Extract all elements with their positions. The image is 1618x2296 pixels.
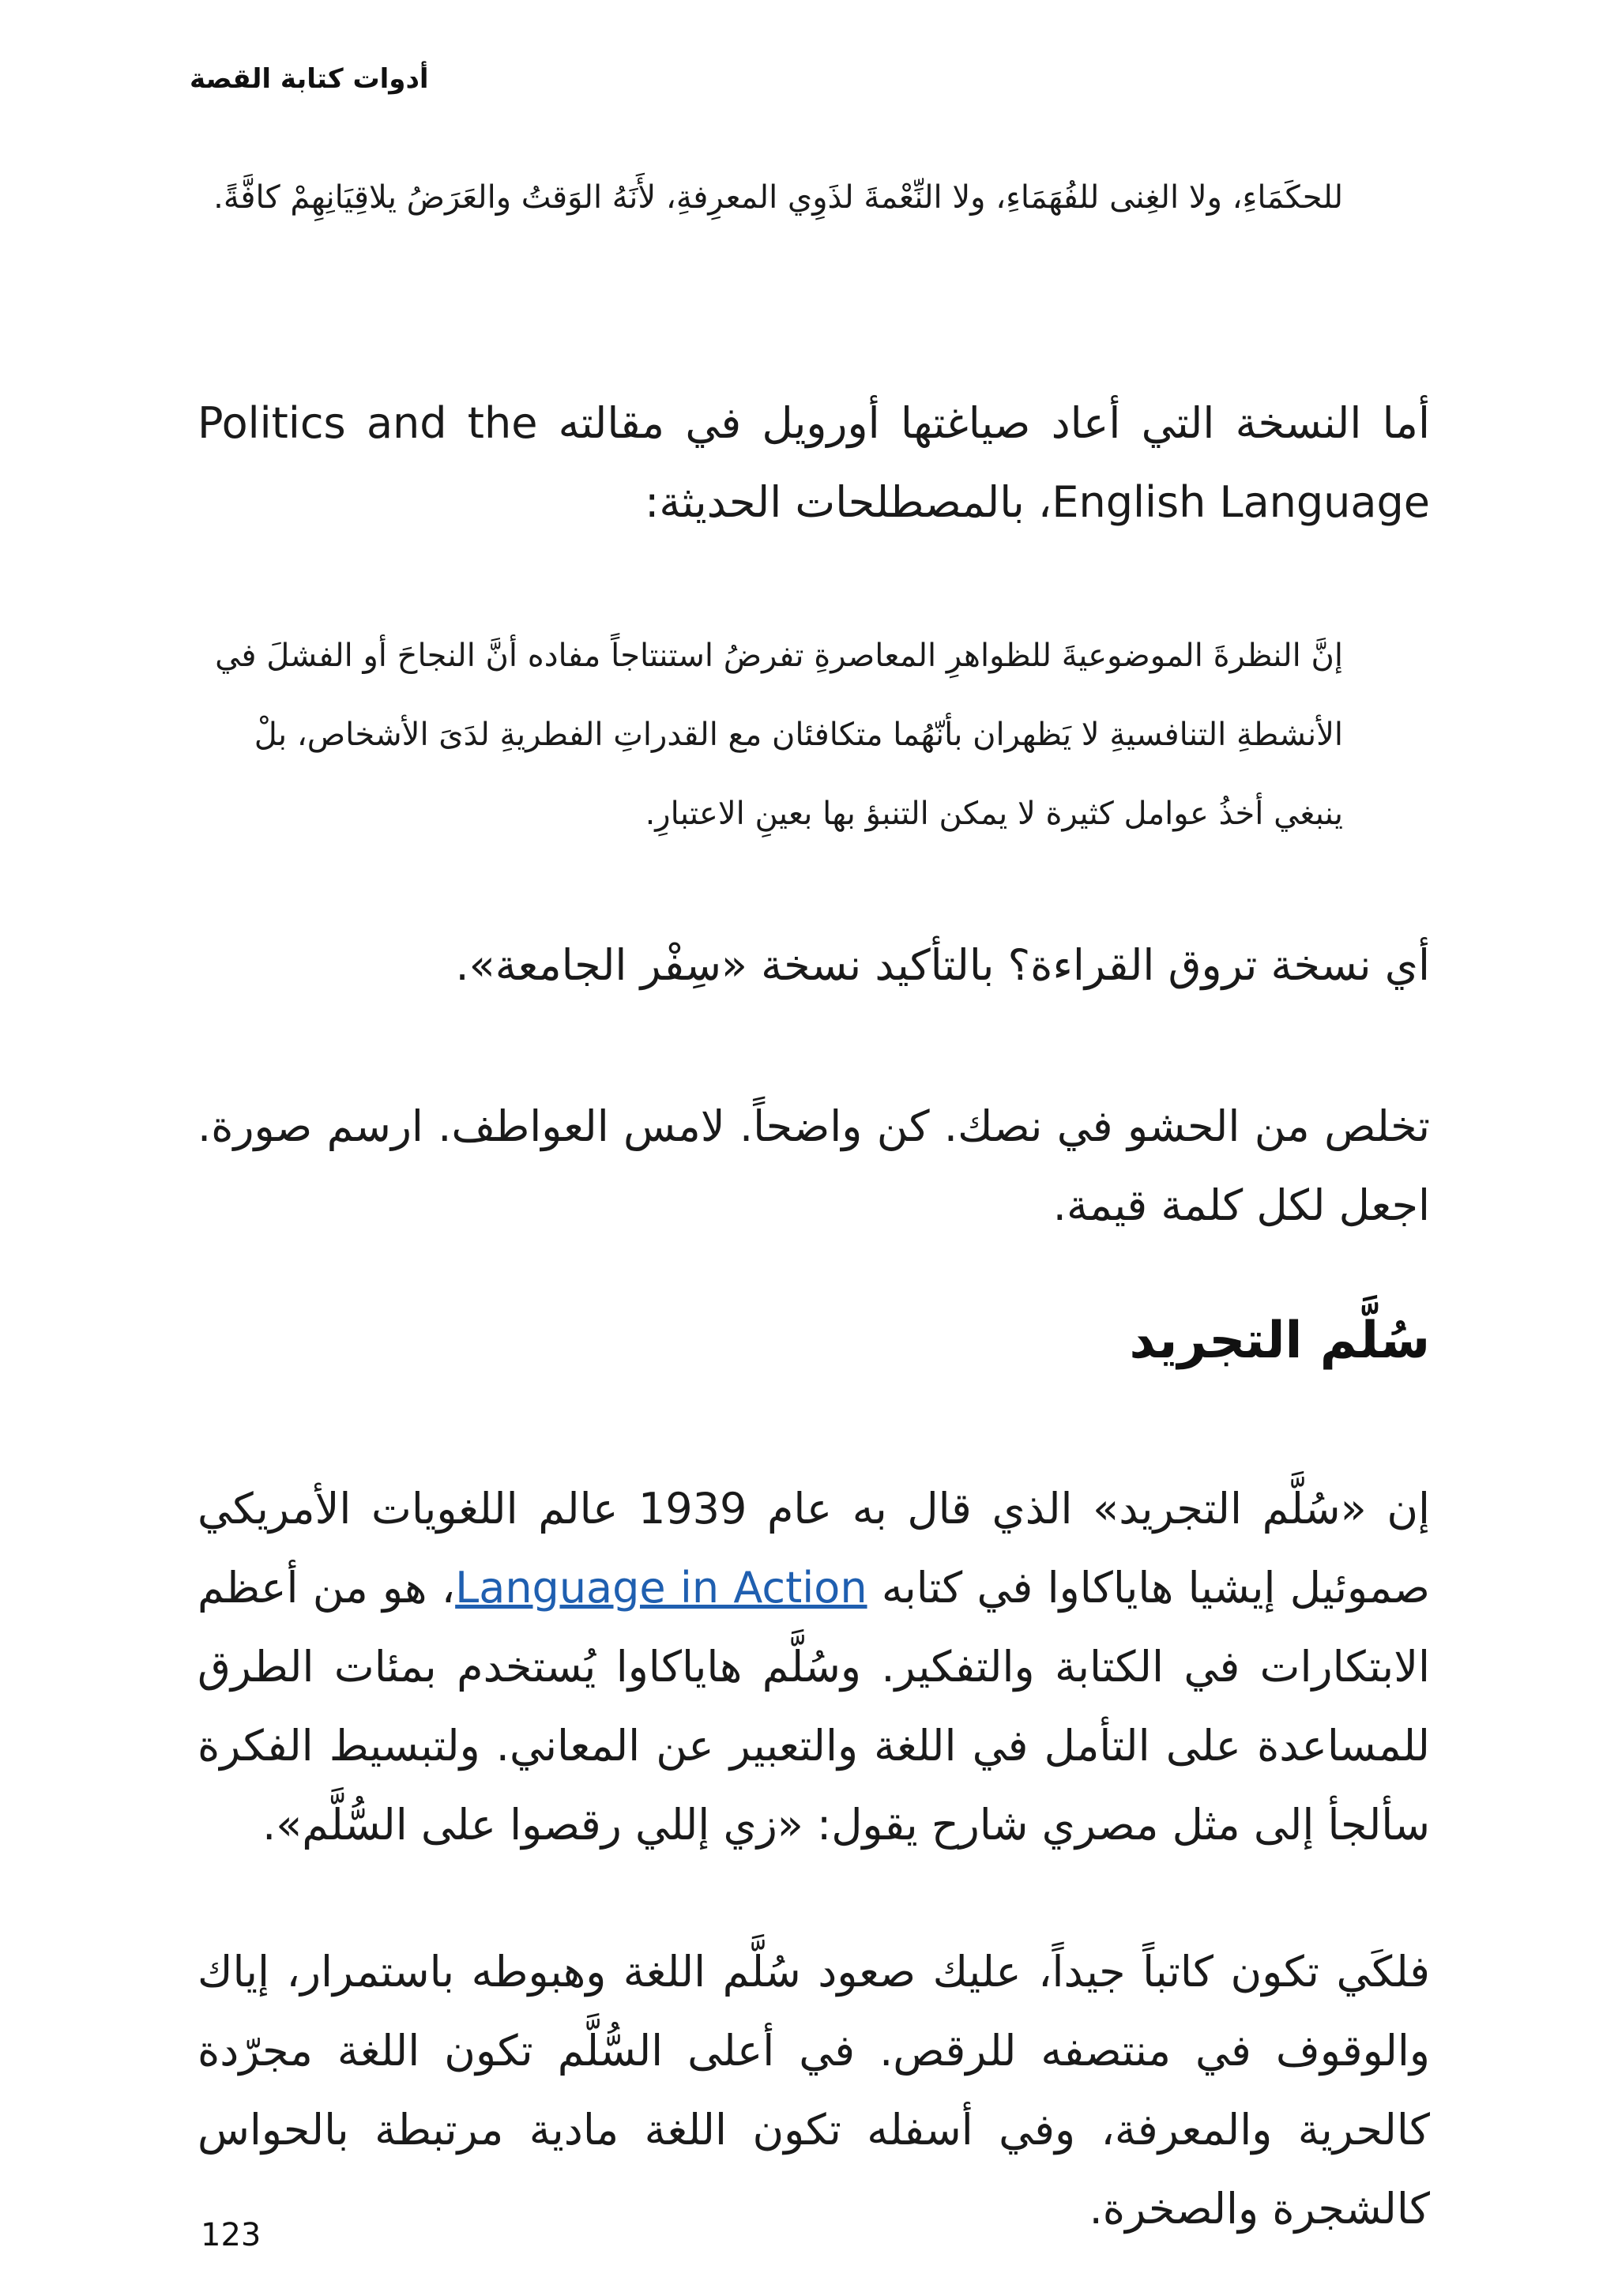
block-quote-orwell: إنَّ النظرةَ الموضوعيةَ للظواهرِ المعاصرةِ تفرضُ استنتاجاً مفاده أنَّ النجاحَ أو الفشلَ في الأنشطةِ التنافسيةِ لا يَظهران بأنّهُما متكافئان مع القدراتِ الفطريةِ لدَىَ الأشخاص، بلْ ينبغي أخذُ عوامل كثيرة لا يمكن التنبؤ بها بعينِ الاعتبارِ. — [215, 638, 1343, 832]
paragraph-orwell-version — [198, 384, 1430, 542]
running-header: أدوات كتابة القصة — [190, 63, 429, 95]
paragraph-text: إن «سُلَّم التجريد» الذي قال به عام 1939 عالم اللغويات الأمريكي صموئيل إيشيا هاياكاوا في كتابه — [198, 1484, 1430, 1613]
block-quote-ecclesiastes: للحكَمَاءِ، ولا الغِنى للفُهَمَاءِ، ولا النِّعْمةَ لذَوِي المعرِفةِ، لأَنَهُ الوَقتُ والعَرَضُ يلاقِيَانِهِمْ كافَّةً. — [213, 179, 1343, 216]
section-heading: سُلَّم التجريد — [1129, 1312, 1430, 1370]
paragraph-advice: تخلص من الحشو في نصك. كن واضحاً. لامس العواطف. ارسم صورة. اجعل لكل كلمة قيمة. — [198, 1101, 1430, 1230]
paragraph-climb-ladder: فلكَي تكون كاتباً جيداً، عليك صعود سُلَّم اللغة وهبوطه باستمرار، إياك والوقوف في منتصفه للرقص. في أعلى السُّلَّم تكون اللغة مجرّدة كالحرية والمعرفة، وفي أسفله تكون اللغة مادية مرتبطة بالحواس كالشجرة والصخرة. — [198, 1947, 1430, 2234]
paragraph-abstraction-ladder — [198, 1470, 1430, 1865]
book-title-link[interactable]: Language in Action — [455, 1563, 867, 1613]
paragraph-text: ، هو من أعظم الابتكارات في الكتابة والتفكير. وسُلَّم هاياكاوا يُستخدم بمئات الطرق للمساعدة على التأمل في اللغة والتعبير عن المعاني. ولتبسيط الفكرة سألجأ إلى مثل مصري شارح يقول: «زي إللي رقصوا على السُّلَّم». — [198, 1563, 1430, 1850]
paragraph-text: ، بالمصطلحات الحديثة: — [645, 477, 1052, 527]
paragraph-which-version: أي نسخة تروق القراءة؟ بالتأكيد نسخة «سِفْر الجامعة». — [455, 940, 1430, 990]
page-number: 123 — [201, 2217, 262, 2253]
essay-title: Politics and the English Language — [198, 398, 1430, 527]
paragraph-text: أما النسخة التي أعاد صياغتها أورويل في مقالته — [537, 398, 1430, 448]
